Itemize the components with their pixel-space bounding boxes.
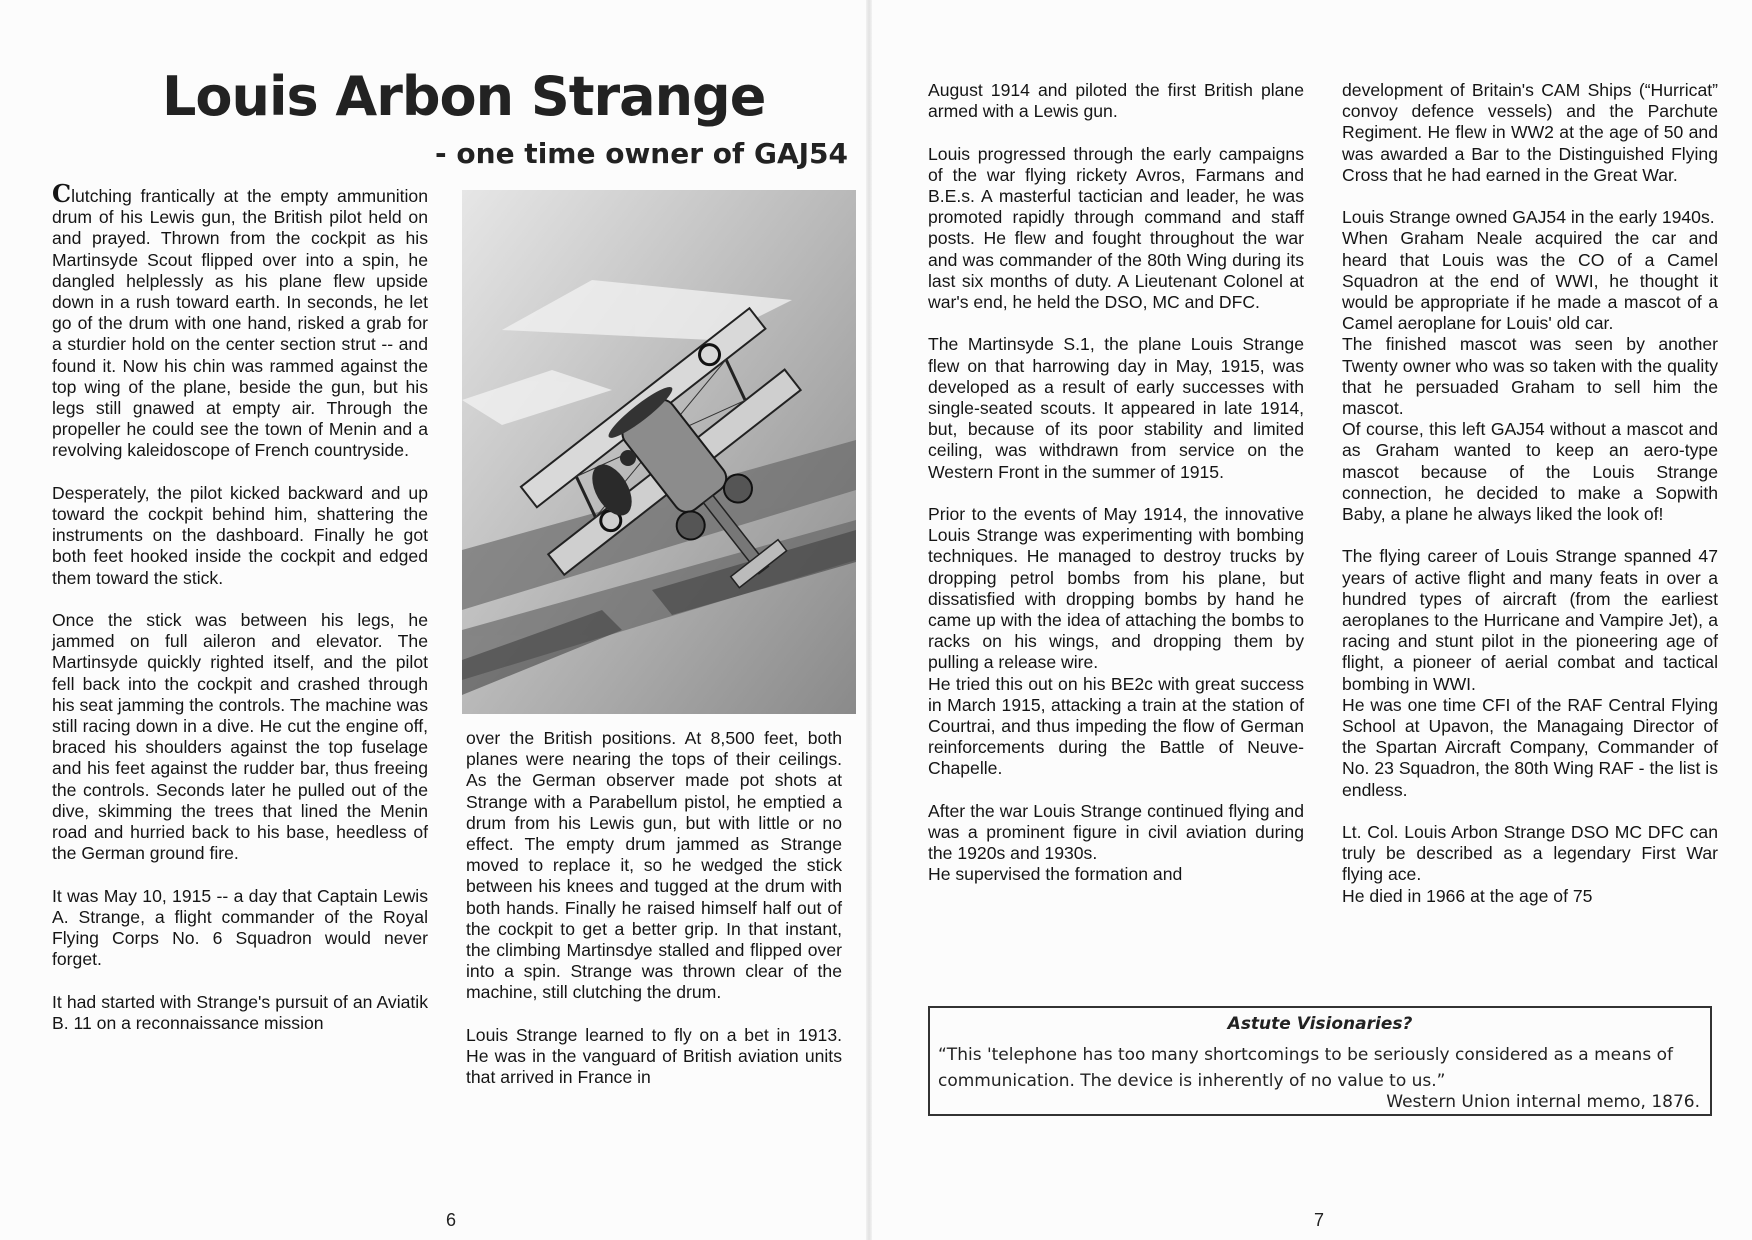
- paragraph: development of Britain's CAM Ships (“Hurricat” convoy defence vessels) and the Parchute Regiment. He flew in WW2 at the age of 50 and was awarded a Bar to the Distinguished Flying Cross that he had earned in the Great War.: [1342, 80, 1718, 185]
- drop-cap: C: [52, 179, 72, 208]
- paragraph: Clutching frantically at the empty ammunition drum of his Lewis gun, the British pilot held on and prayed. Thrown from the cockpit as his Martinsyde Scout flipped over into a spin, he dangled helplessly as his plane flew upside down in a rush toward earth. In seconds, he let go of the drum with one hand, risked a grab for a sturdier hold on the center section strut -- and found it. Now his chin was rammed against the top wing of the plane, beside the gun, but his legs still gnawed at empty air. Through the propeller he could see the town of Menin and a revolving kaleidoscope of French countryside.: [52, 179, 428, 461]
- left-column-2: [466, 728, 842, 1088]
- paragraph: Louis Strange owned GAJ54 in the early 1940s.: [1342, 207, 1715, 228]
- paragraph: over the British positions. At 8,500 feet, both planes were nearing the tops of their ceilings. As the German observer made pot shots at Strange with a Parabellum pistol, he emptied a drum from his Lewis gun, but with little or no effect. The empty drum jammed as Strange moved to replace it, so he wedged the stick between his knees and tugged at the drum with both hands. Finally he raised himself half out of the cockpit to get a better grip. In that instant, the climbing Martinsdye stalled and flipped over into a spin. Strange was thrown clear of the machine, still clutching the drum.: [466, 728, 842, 1003]
- paragraph: The finished mascot was seen by another Twenty owner who was so taken with the quality that he persuaded Graham to sell him the mascot.: [1342, 334, 1718, 419]
- paragraph: After the war Louis Strange continued flying and was a prominent figure in civil aviation during the 1920s and 1930s.: [928, 800, 1304, 864]
- paragraph: He supervised the formation and: [928, 864, 1183, 885]
- biplane-photo: [462, 190, 856, 714]
- page-number-right: 7: [1314, 1210, 1325, 1230]
- paragraph: August 1914 and piloted the first British plane armed with a Lewis gun.: [928, 80, 1304, 122]
- paragraph: Louis progressed through the early campaigns of the war flying rickety Avros, Farmans and B.E.s. A masterful tactician and leader, he was promoted rapidly through command and staff posts. He flew and fought throughout the war and was commander of the 80th Wing during its last six months of duty. A Lieutenant Colonel at war's end, he held the DSO, MC and DFC.: [928, 143, 1304, 313]
- left-column-1: [52, 179, 428, 1034]
- quote-title: Astute Visionaries?: [1227, 1014, 1413, 1034]
- paragraph: Prior to the events of May 1914, the innovative Louis Strange was experimenting with bombing techniques. He managed to destroy trucks by dropping petrol bombs from his plane, but dissatisfied with dropping bombs by hand he came up with the idea of attaching the bombs to racks on his wings, and dropping them by pulling a release wire.: [928, 504, 1304, 673]
- paragraph: It had started with Strange's pursuit of an Aviatik B. 11 on a reconnaissance mission: [52, 991, 428, 1033]
- paragraph: Lt. Col. Louis Arbon Strange DSO MC DFC can truly be described as a legendary First War flying ace.: [1342, 822, 1718, 885]
- paragraph: He died in 1966 at the age of 75: [1342, 885, 1593, 906]
- page-gutter: [866, 0, 872, 1240]
- paragraph: Louis Strange learned to fly on a bet in 1913. He was in the vanguard of British aviation units that arrived in France in: [466, 1024, 842, 1088]
- paragraph: Of course, this left GAJ54 without a mascot and as Graham wanted to keep an aero-type mascot because of the Louis Strange connection, he decided to make a Sopwith Baby, a plane he always liked the look of!: [1342, 419, 1718, 525]
- paragraph: He was one time CFI of the RAF Central Flying School at Upavon, the Managaing Director of the Spartan Aircraft Company, Commander of No. 23 Squadron, the 80th Wing RAF - the list is endless.: [1342, 694, 1718, 800]
- quote-source: Western Union internal memo, 1876.: [1386, 1092, 1700, 1112]
- paragraph: The Martinsyde S.1, the plane Louis Strange flew on that harrowing day in May, 1915, was developed as a result of early successes with single-seated scouts. It appeared in late 1914, but, because of its poor stability and limited ceiling, was withdrawn from service on the Western Front in the summer of 1915.: [928, 334, 1304, 482]
- martinsyde-biplane-illustration: [462, 190, 856, 714]
- paragraph: He tried this out on his BE2c with great success in March 1915, attacking a train at the station of Courtrai, and thus impeding the flow of German reinforcements during the Battle of Neuve-Chapelle.: [928, 673, 1304, 779]
- paragraph: It was May 10, 1915 -- a day that Captain Lewis A. Strange, a flight commander of the Royal Flying Corps No. 6 Squadron would never forget.: [52, 885, 428, 970]
- paragraph: Desperately, the pilot kicked backward and up toward the cockpit behind him, shattering the instruments on the dashboard. Finally he got both feet hooked inside the cockpit and edged them toward the stick.: [52, 482, 428, 588]
- right-column-1: [928, 80, 1304, 886]
- right-column-2: [1342, 80, 1718, 907]
- quote-box: [928, 1006, 1712, 1116]
- article-title: Louis Arbon Strange: [162, 65, 766, 128]
- paragraph: When Graham Neale acquired the car and heard that Louis was the CO of a Camel Squadron at the end of WWI, he thought it would be appropriate if he made a mascot of a Camel aeroplane for Louis' old car.: [1342, 228, 1718, 334]
- paragraph: Once the stick was between his legs, he jammed on full aileron and elevator. The Martinsyde quickly righted itself, and the pilot fell back into the cockpit and crashed through his seat jamming the controls. The machine was still racing down in a dive. He cut the engine off, braced his shoulders against the top fuselage and his feet against the rudder bar, thus freeing the controls. Seconds later he pulled out of the dive, skimming the trees that lined the Menin road and hurried back to his base, heedless of the German ground fire.: [52, 610, 428, 864]
- page-number-left: 6: [446, 1210, 457, 1230]
- article-subtitle: - one time owner of GAJ54: [435, 137, 848, 170]
- paragraph: The flying career of Louis Strange spanned 47 years of active flight and many feats in over a hundred types of aircraft (from the earliest aeroplanes to the Hurricane and Vampire Jet), a racing and stunt pilot in the pioneering age of flight, a pioneer of aerial combat and tactical bombing in WWI.: [1342, 546, 1718, 694]
- quote-text: “This 'telephone has too many shortcomings to be seriously considered as a means of communication. The device is inherently of no value to us.”: [938, 1045, 1673, 1091]
